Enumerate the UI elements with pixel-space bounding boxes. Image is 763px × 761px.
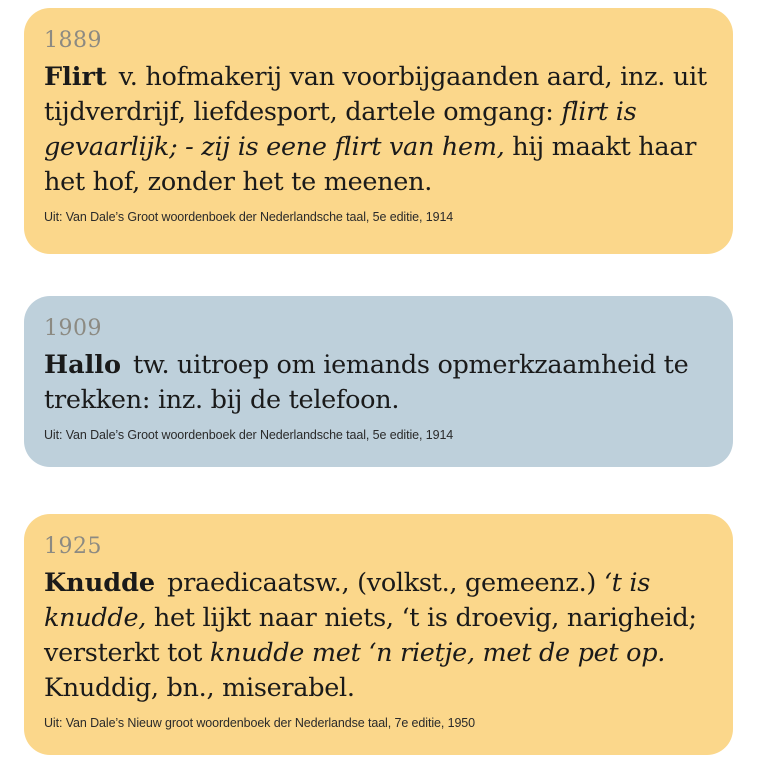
dictionary-card-flirt <box>24 8 733 254</box>
dictionary-card-hallo <box>24 296 733 467</box>
entry-text <box>44 566 711 706</box>
entry-definition-part: tw. uitroep om iemands opmerkzaamheid te trekken: inz. bij de telefoon. <box>44 350 689 415</box>
entry-definition-example: flirt is gevaarlijk; - zij is eene flirt van hem, <box>44 97 637 162</box>
entry-definition-part: het lijkt naar niets, ‘t is droevig, narigheid; versterkt tot <box>44 603 697 668</box>
entry-definition-part: praedicaatsw., (volkst., gemeenz.) <box>167 568 604 598</box>
entry-definition-example: knudde met ‘n rietje, met de pet op. <box>209 638 666 668</box>
dictionary-card-knudde <box>24 514 733 755</box>
entry-headword: Hallo <box>44 350 121 380</box>
entry-year: 1909 <box>44 316 102 341</box>
entry-source: Uit: Van Dale’s Groot woordenboek der Nederlandsche taal, 5e editie, 1914 <box>44 428 454 442</box>
entry-headword: Flirt <box>44 62 107 92</box>
entry-text <box>44 60 711 200</box>
entry-headword: Knudde <box>44 568 156 598</box>
entry-definition-part: v. hofmakerij van voorbijgaanden aard, inz. uit tijdverdrijf, liefdesport, dartele omgang: <box>44 62 707 127</box>
entry-year: 1889 <box>44 28 102 53</box>
entry-source: Uit: Van Dale’s Groot woordenboek der Nederlandsche taal, 5e editie, 1914 <box>44 210 454 224</box>
entry-year: 1925 <box>44 534 102 559</box>
entry-definition-part: Knuddig, bn., miserabel. <box>44 673 355 703</box>
entry-definition-part: hij maakt haar het hof, zonder het te meenen. <box>44 132 697 197</box>
entry-source: Uit: Van Dale’s Nieuw groot woordenboek der Nederlandse taal, 7e editie, 1950 <box>44 716 475 730</box>
entry-definition-example: ‘t is knudde, <box>44 568 651 633</box>
entry-text <box>44 348 711 418</box>
